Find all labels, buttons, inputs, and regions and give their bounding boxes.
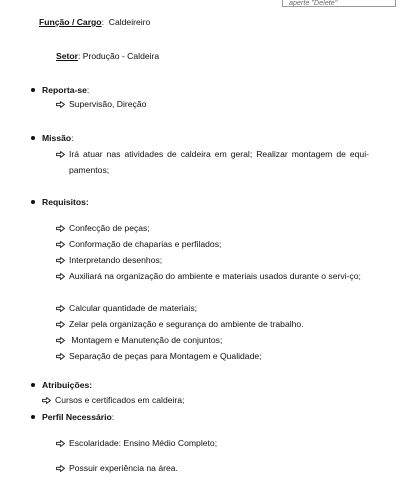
reporta-item: Supervisão, Direção xyxy=(69,99,147,109)
arrow-right-icon xyxy=(56,257,65,264)
requisito-item: Zelar pela organização e segurança do ambiente de trabalho. xyxy=(69,319,304,329)
reporta-label: Reporta-se xyxy=(42,85,87,95)
setor-label: Setor xyxy=(56,51,78,61)
bullet-icon xyxy=(31,200,35,204)
arrow-right-icon xyxy=(56,151,65,158)
perfil-item: Escolaridade: Ensino Médio Completo; xyxy=(69,438,218,448)
bullet-icon xyxy=(31,415,35,419)
missao-colon: : xyxy=(71,133,74,143)
missao-heading xyxy=(42,133,74,143)
requisito-item: Separação de peças para Montagem e Qualidade; xyxy=(69,351,262,361)
requisito-item: Calcular quantidade de materiais; xyxy=(69,303,198,313)
setor-value: : Produção - Caldeira xyxy=(77,51,160,61)
perfil-item: Possuir experiência na área. xyxy=(69,463,178,473)
funcao-cargo-line xyxy=(39,17,150,27)
delete-hint-box xyxy=(282,0,396,7)
arrow-right-icon xyxy=(56,465,65,472)
delete-hint-text: aperte "Delete" xyxy=(289,0,338,7)
perfil-colon: : xyxy=(111,412,115,422)
requisito-item: Montagem e Manutenção de conjuntos; xyxy=(69,335,223,345)
reporta-heading xyxy=(42,85,89,95)
arrow-right-icon xyxy=(56,321,65,328)
reporta-colon: : xyxy=(86,85,90,95)
bullet-icon xyxy=(31,88,35,92)
requisito-item: Interpretando desenhos; xyxy=(69,255,163,265)
requisito-item: Conformação de chaparias e perfilados; xyxy=(69,239,222,249)
funcao-cargo-separator: : xyxy=(101,17,104,27)
arrow-right-icon xyxy=(56,353,65,360)
arrow-right-icon xyxy=(56,305,65,312)
arrow-right-icon xyxy=(56,225,65,232)
requisito-item: Confecção de peças; xyxy=(69,223,150,233)
arrow-right-icon xyxy=(56,241,65,248)
funcao-cargo-label: Função / Cargo xyxy=(39,17,102,27)
setor-line xyxy=(56,51,159,61)
perfil-heading xyxy=(42,412,114,422)
arrow-right-icon xyxy=(42,397,51,404)
perfil-label: Perfil Necessário xyxy=(42,412,112,422)
atribuicoes-heading: Atribuições: xyxy=(42,380,93,390)
bullet-icon xyxy=(31,383,35,387)
requisito-item: Auxiliará na organização do ambiente e materiais usados durante o servi-ço; xyxy=(69,271,361,281)
missao-text: Irá atuar nas atividades de caldeira em geral; Realizar montagem de equi-pamentos; xyxy=(69,149,369,175)
arrow-right-icon xyxy=(56,337,65,344)
arrow-right-icon xyxy=(56,273,65,280)
atribuicao-item: Cursos e certificados em caldeira; xyxy=(55,395,185,405)
funcao-cargo-value: Caldeireiro xyxy=(108,17,151,27)
bullet-icon xyxy=(31,136,35,140)
requisitos-heading: Requisitos: xyxy=(42,197,89,207)
arrow-right-icon xyxy=(56,440,65,447)
missao-label: Missão xyxy=(42,133,72,143)
arrow-right-icon xyxy=(56,101,65,108)
